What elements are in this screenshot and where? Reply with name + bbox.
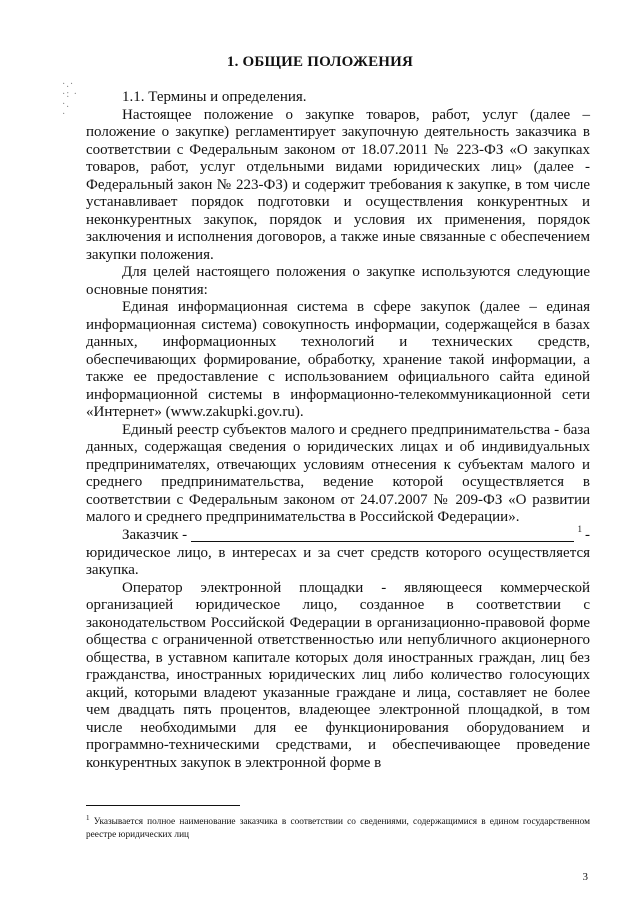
paragraph-concepts: Для целей настоящего положения о закупке используются следующие основные понятия: [86,264,590,298]
footnote-mark: 1 [86,814,90,822]
paragraph-intro: Настоящее положение о закупке товаров, работ, услуг (далее – положение о закупке) регламентирует закупочную деятельность заказчика в соответствии с Федеральным законом от 18.07.2011 № 223-ФЗ «О закупках товаров, работ, услуг отдельными видами юридических лиц» (далее - Федеральный закон № 223-ФЗ) и содержит требования к закупке, в том числе устанавливает порядок подготовки и осуществления конкурентных и неконкурентных закупок, порядок и условия их применения, порядок заключения и исполнения договоров, а также иные связанные с обеспечением закупки положения. [86,106,590,263]
margin-marks: ·.· ·: · ·. · [62,79,78,120]
page-number: 3 [582,871,588,883]
footnote [86,812,590,842]
paragraph-operator: Оператор электронной площадки - являющееся коммерческой организацией юридическое лицо, созданное в соответствии с законодательством Российской Федерации в организационно-правовой форме общества с ограниченной ответственностью или непубличного акционерного общества, в уставном капитале которых доля иностранных граждан, лиц без гражданства, иностранных юридических лиц либо количество голосующих акций, которыми владеют указанные граждане и лица, составляет не более чем двадцать пять процентов, владеющее электронной площадкой, в том числе необходимыми для ее функционирования оборудованием и программно-техническими средствами, и обеспечивающее проведение конкурентных закупок в электронной форме в [86,579,590,771]
customer-label: Заказчик - [122,527,188,543]
customer-dash: - [585,527,590,543]
customer-line [86,524,590,545]
footnote-divider [86,805,240,806]
customer-blank-field [191,527,573,542]
customer-footnote-mark: 1 [577,524,582,534]
paragraph-eis: Единая информационная система в сфере закупок (далее – единая информационная система) совокупность информации, содержащейся в базах данных, информационных технологий и технических средств, обеспечивающих формирование, обработку, хранение такой информации, а также ее предоставление с использованием официального сайта единой информационной системы в информационно-телекоммуникационной сети «Интернет» (www.zakupki.gov.ru). [86,299,590,420]
footnote-text: Указывается полное наименование заказчика в соответствии со сведениями, содержащимися в едином государственном реестре юридических лиц [86,817,591,841]
customer-definition: юридическое лицо, в интересах и за счет средств которого осуществляется закупка. [86,544,590,578]
page-title: 1. ОБЩИЕ ПОЛОЖЕНИЯ [226,54,414,70]
document-body [86,89,590,772]
section-heading: 1.1. Термины и определения. [122,89,307,105]
paragraph-registry: Единый реестр субъектов малого и среднего предпринимательства - база данных, содержащая сведения о юридических лицах и об индивидуальных предпринимателях, отвечающих условиям отнесения к субъектам малого и среднего предпринимательства, ведение которой осуществляется в соответствии с Федеральным законом от 24.07.2007 № 209-ФЗ «О развитии малого и среднего предпринимательства в Российской Федерации». [86,421,590,525]
